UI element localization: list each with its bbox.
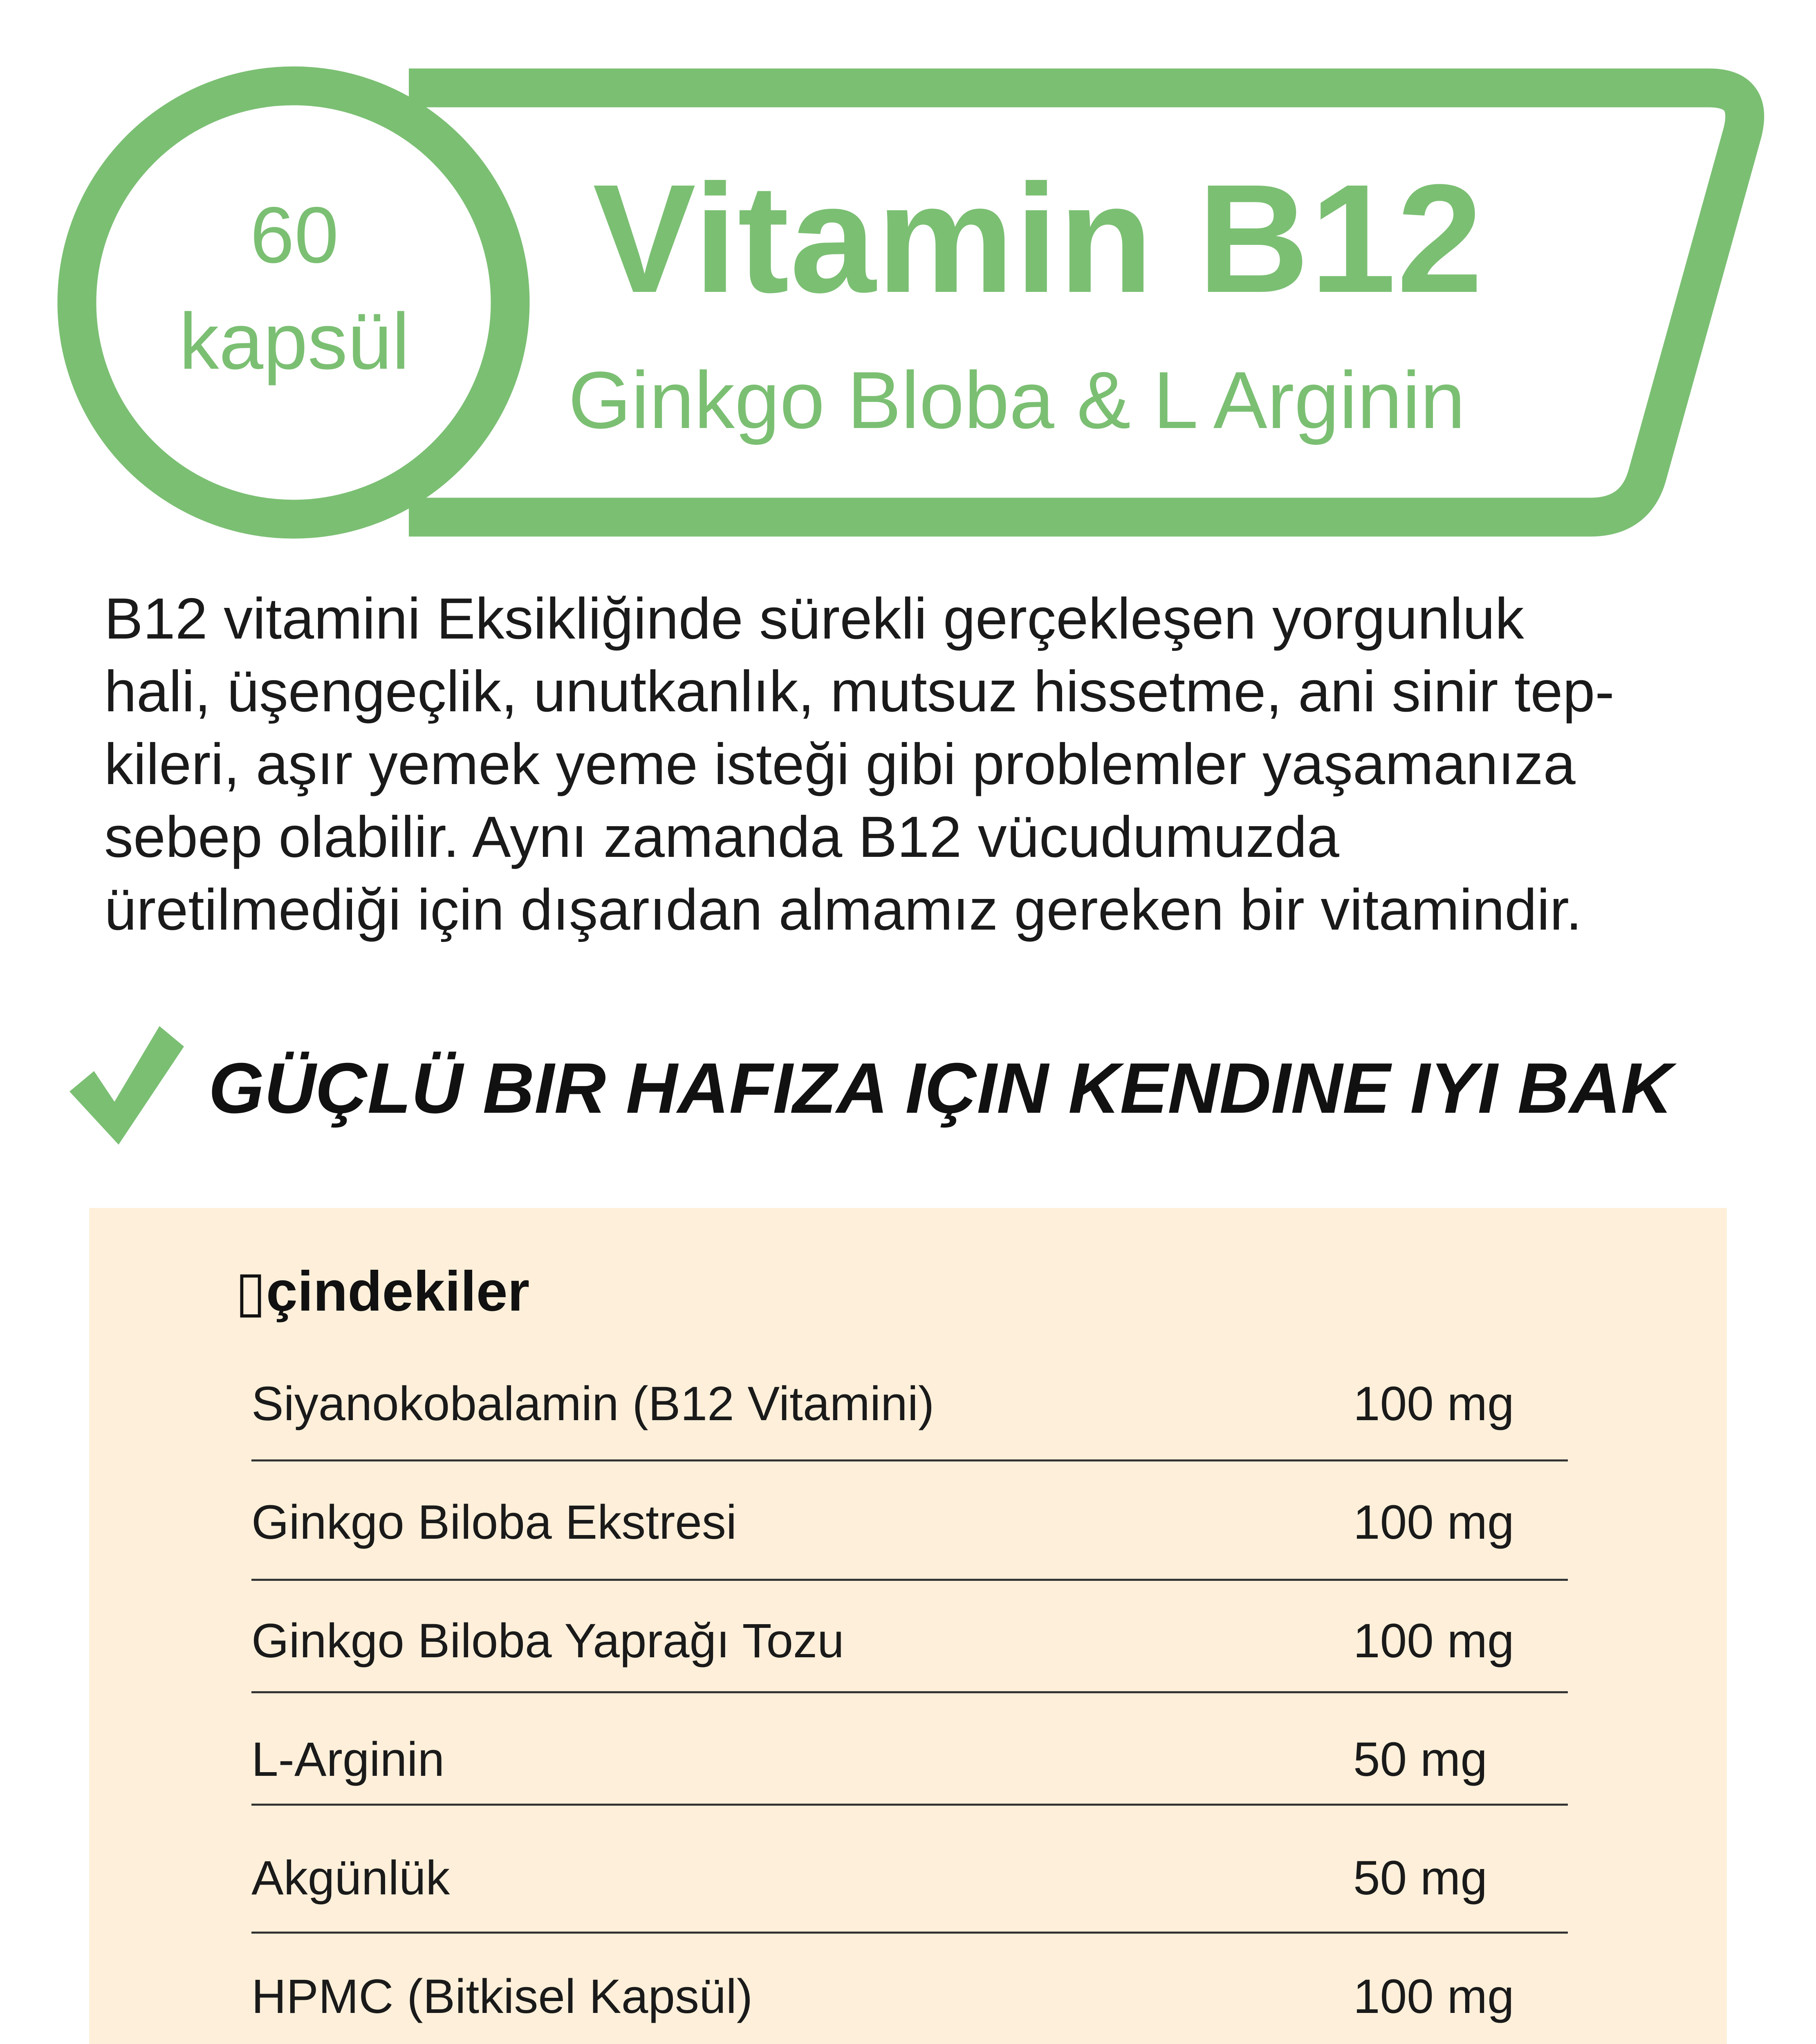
row-divider: [251, 1459, 1568, 1461]
ingredient-name: L-Arginin: [251, 1732, 445, 1786]
ingredient-name: Ginkgo Biloba Yaprağı Tozu: [251, 1614, 844, 1668]
ingredient-amount: 50 mg: [1353, 1851, 1487, 1905]
intro-line: hali, üşengeçlik, unutkanlık, mutsuz hissetme, ani sinir tep-: [104, 659, 1614, 724]
intro-line: kileri, aşır yemek yeme isteği gibi problemler yaşamanıza: [104, 732, 1576, 797]
row-divider: [251, 1579, 1568, 1581]
ingredient-name: Ginkgo Biloba Ekstresi: [251, 1495, 737, 1549]
ingredient-row: [251, 1732, 1568, 1797]
ingredient-row: [251, 1972, 1568, 2034]
ingredient-name: Akgünlük: [251, 1851, 450, 1905]
intro-paragraph: [104, 583, 1719, 946]
ingredient-row: [251, 1377, 1568, 1441]
ingredient-row: [251, 1851, 1568, 1915]
row-divider: [251, 1691, 1568, 1693]
capsule-unit: kapsül: [179, 297, 410, 386]
ingredient-amount: 100 mg: [1353, 1614, 1514, 1668]
headline: GÜÇLÜ BIR HAFIZA IÇIN KENDINE IYI BAK: [209, 1049, 1673, 1128]
ingredient-row: [251, 1614, 1568, 1678]
intro-line: sebep olabilir. Aynı zamanda B12 vücudumuzda: [104, 805, 1339, 870]
ingredients-title: ▯çindekiler: [235, 1260, 530, 1323]
ingredient-name: HPMC (Bitkisel Kapsül): [251, 1970, 753, 2024]
ingredient-amount: 100 mg: [1353, 1495, 1514, 1549]
ingredient-name: Siyanokobalamin (B12 Vitamini): [251, 1377, 935, 1431]
intro-line: B12 vitamini Eksikliğinde sürekli gerçekleşen yorgunluk: [104, 586, 1524, 651]
row-divider: [251, 1804, 1568, 1806]
ingredient-amount: 100 mg: [1353, 1377, 1514, 1431]
ingredient-amount: 50 mg: [1353, 1732, 1487, 1786]
intro-line: üretilmediği için dışarıdan almamız gereken bir vitamindir.: [104, 877, 1582, 942]
ingredient-amount: 100 mg: [1353, 1970, 1514, 2024]
ingredient-row: [251, 1495, 1568, 1560]
row-divider: [251, 1932, 1568, 1934]
check-icon: [61, 1014, 184, 1153]
product-subtitle: Ginkgo Bloba & L Arginin: [568, 355, 1466, 445]
product-title: Vitamin B12: [593, 152, 1484, 325]
capsule-count: 60: [250, 191, 339, 280]
